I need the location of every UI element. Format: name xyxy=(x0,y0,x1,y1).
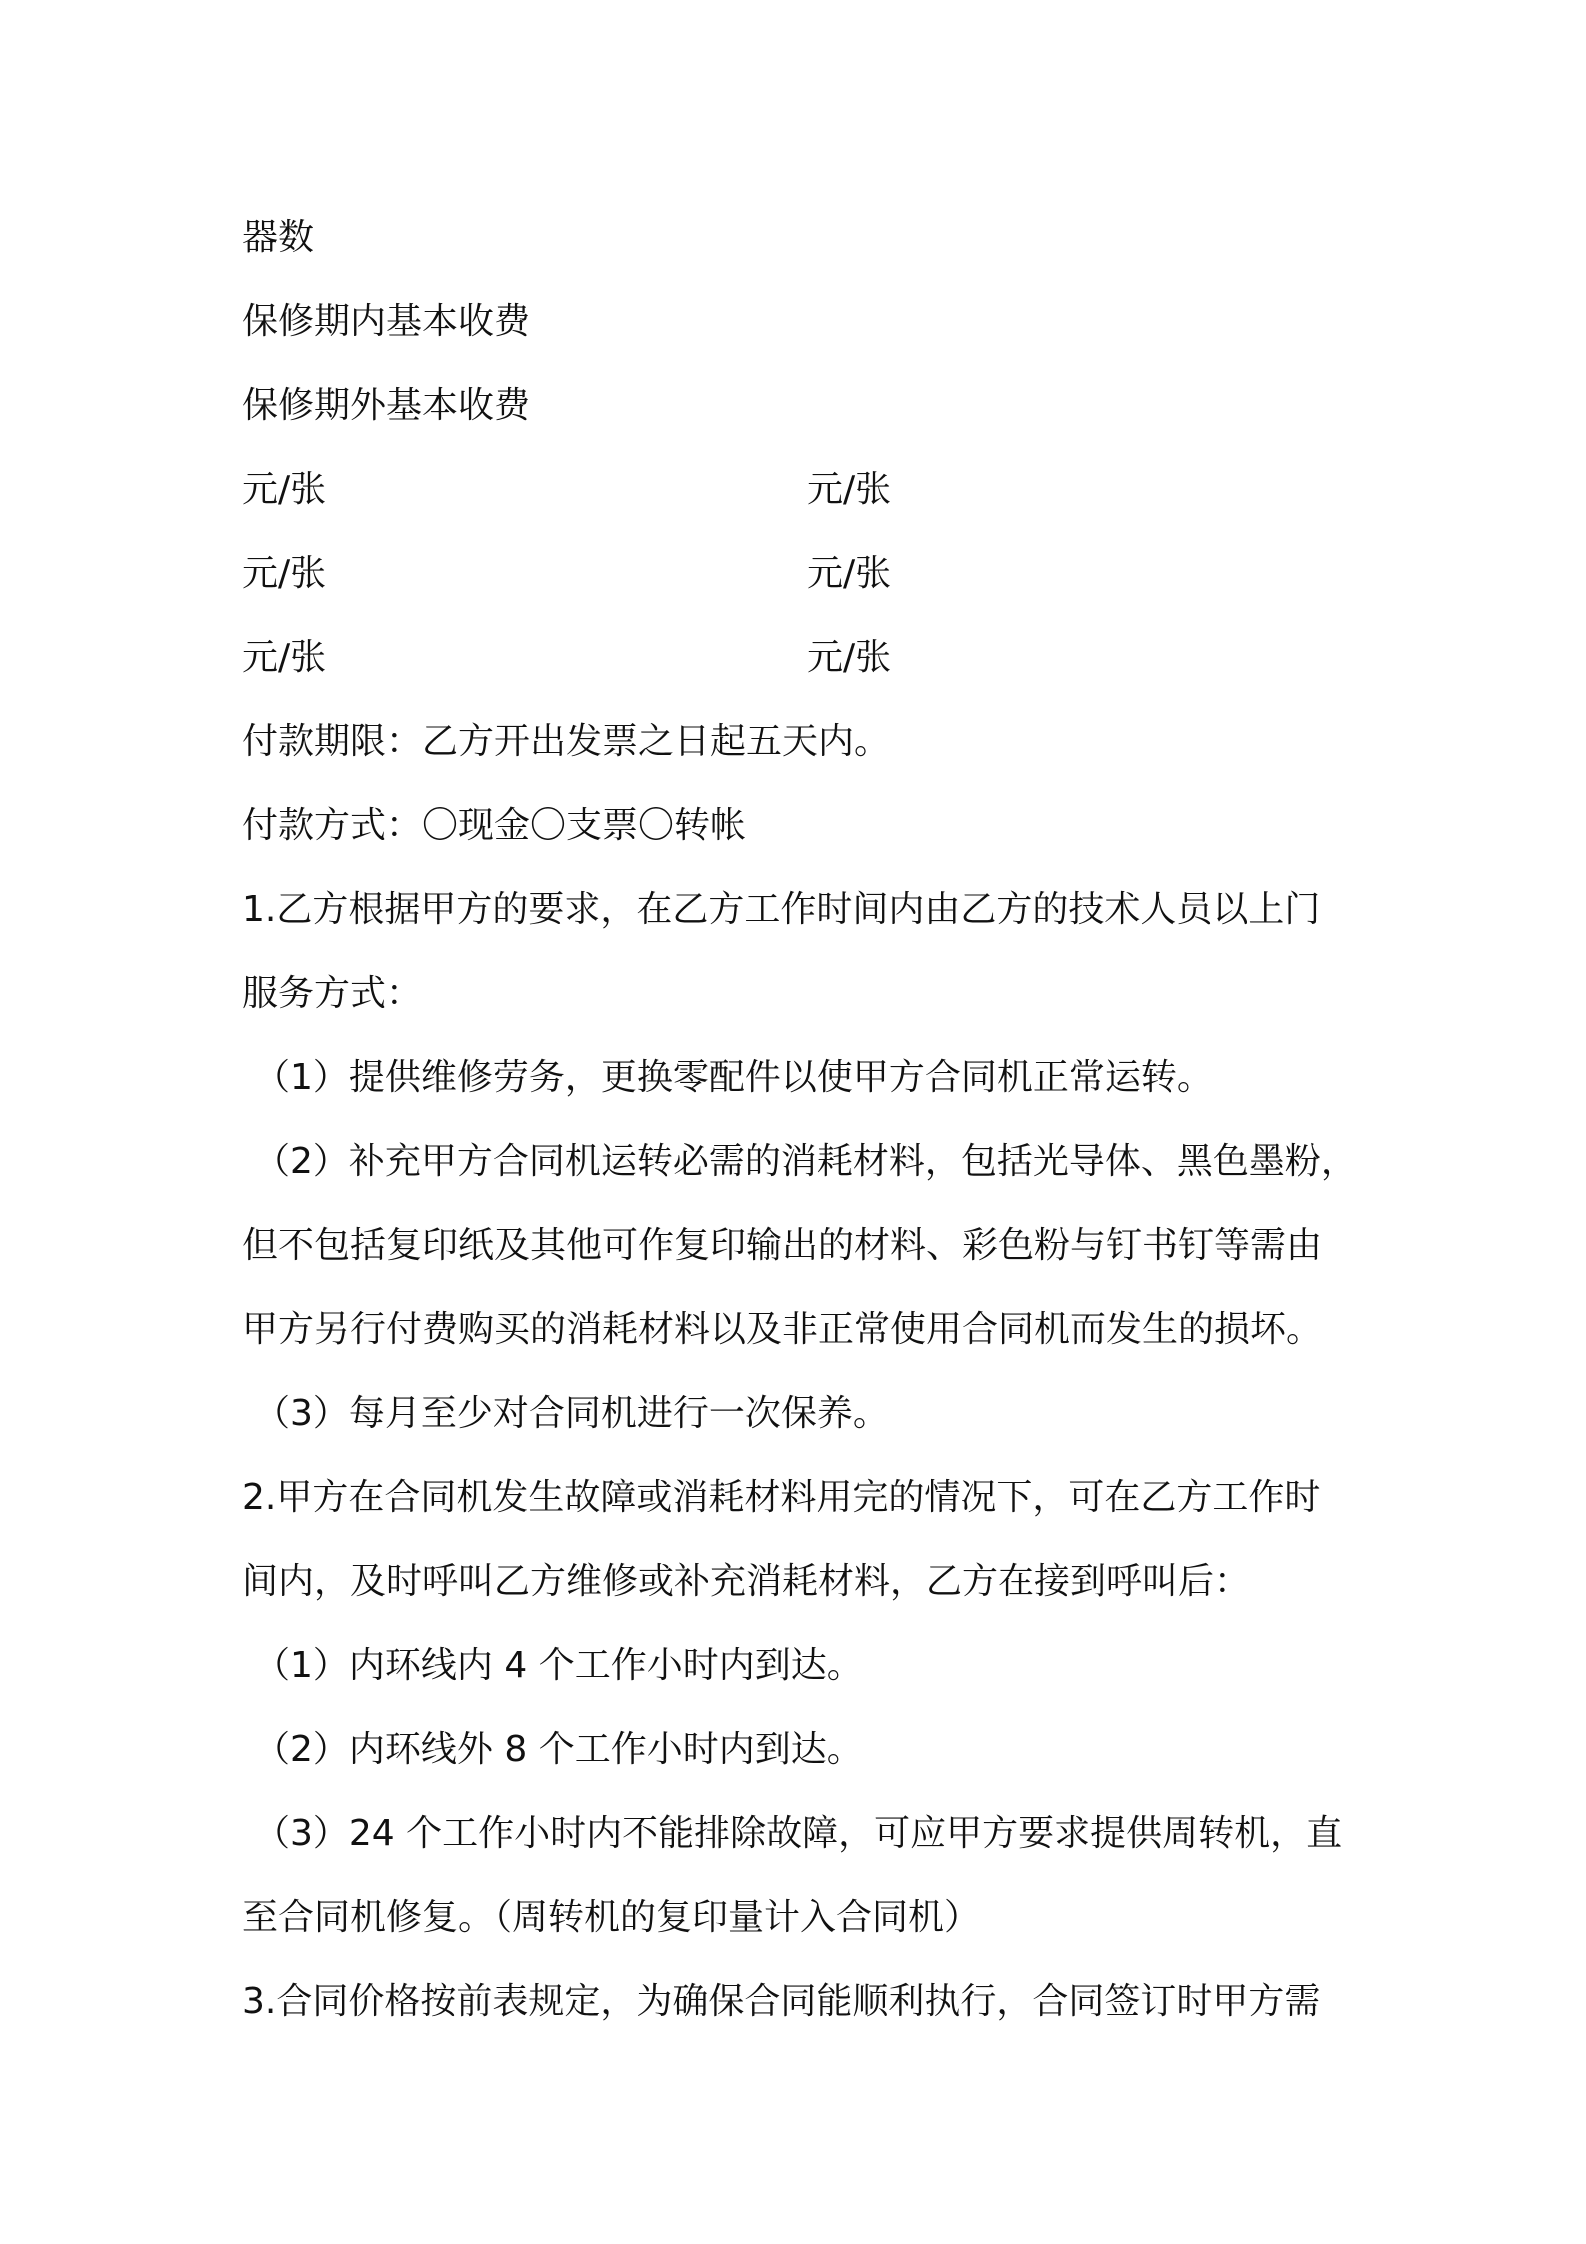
clause-1-line-1: 1.乙方根据甲方的要求，在乙方工作时间内由乙方的技术人员以上门 xyxy=(242,889,1321,930)
price-unit-left: 元/张 xyxy=(242,637,327,678)
clause-1-line-2: 服务方式： xyxy=(242,973,423,1014)
clause-2-line-2: 间内，及时呼叫乙方维修或补充消耗材料，乙方在接到呼叫后： xyxy=(242,1561,1251,1602)
price-row xyxy=(242,532,1362,616)
price-row xyxy=(242,448,1362,532)
price-row xyxy=(242,616,1362,700)
clause-2-line-1: 2.甲方在合同机发生故障或消耗材料用完的情况下，可在乙方工作时 xyxy=(242,1477,1321,1518)
payment-method: 付款方式：〇现金〇支票〇转帐 xyxy=(242,805,747,846)
clause-1-item-3: （3）每月至少对合同机进行一次保养。 xyxy=(254,1393,889,1434)
price-unit-right: 元/张 xyxy=(807,637,892,678)
clause-2-item-3-line-2: 至合同机修复。（周转机的复印量计入合同机） xyxy=(242,1897,981,1938)
clause-3-line-1: 3.合同价格按前表规定，为确保合同能顺利执行，合同签订时甲方需 xyxy=(242,1981,1321,2022)
price-unit-left: 元/张 xyxy=(242,469,327,510)
clause-1-item-1: （1）提供维修劳务，更换零配件以使甲方合同机正常运转。 xyxy=(254,1057,1213,1098)
text-line-out-warranty-fee: 保修期外基本收费 xyxy=(242,385,531,426)
text-line-in-warranty-fee: 保修期内基本收费 xyxy=(242,301,531,342)
clause-2-item-2: （2）内环线外 8 个工作小时内到达。 xyxy=(254,1729,863,1770)
document-body xyxy=(242,196,1362,2044)
clause-1-item-2-line-1: （2）补充甲方合同机运转必需的消耗材料，包括光导体、黑色墨粉， xyxy=(254,1141,1357,1182)
clause-1-item-2-line-3: 甲方另行付费购买的消耗材料以及非正常使用合同机而发生的损坏。 xyxy=(242,1309,1323,1350)
clause-2-item-1: （1）内环线内 4 个工作小时内到达。 xyxy=(254,1645,863,1686)
price-unit-right: 元/张 xyxy=(807,553,892,594)
price-unit-left: 元/张 xyxy=(242,553,327,594)
clause-1-item-2-line-2: 但不包括复印纸及其他可作复印输出的材料、彩色粉与钉书钉等需由 xyxy=(242,1225,1323,1266)
clause-2-item-3-line-1: （3）24 个工作小时内不能排除故障，可应甲方要求提供周转机，直 xyxy=(254,1813,1343,1854)
price-unit-right: 元/张 xyxy=(807,469,892,510)
text-line-counter: 器数 xyxy=(242,217,315,258)
payment-term: 付款期限：乙方开出发票之日起五天内。 xyxy=(242,721,891,762)
